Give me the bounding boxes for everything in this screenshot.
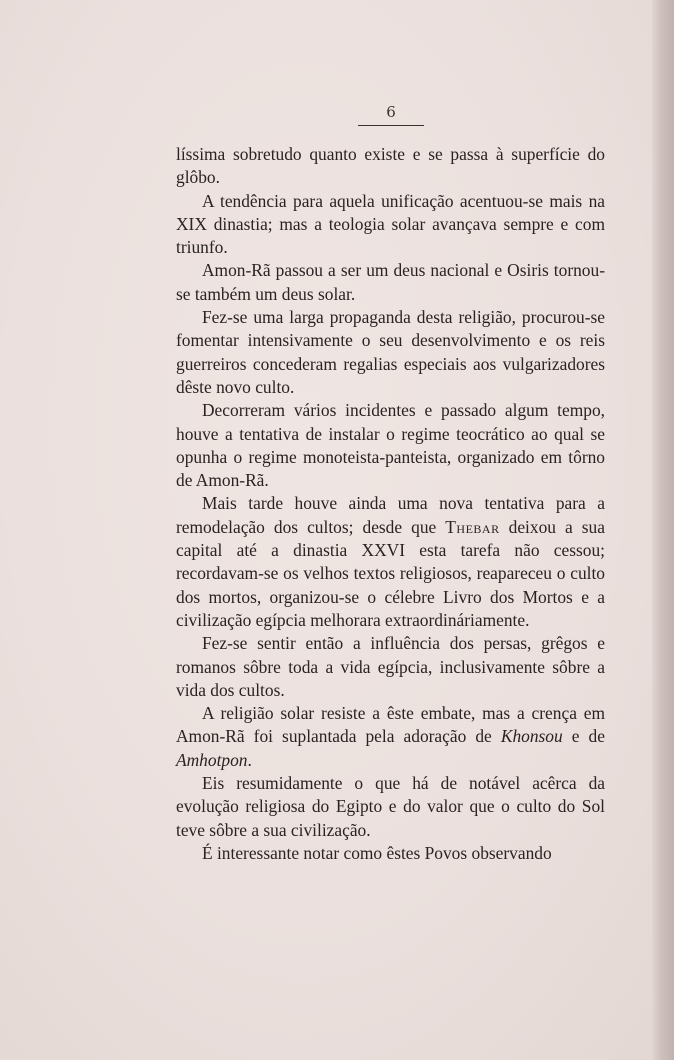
paragraph: Eis resumidamente o que há de notável acêrca da evolução religiosa do Egipto e do valor que o culto do Sol teve sôbre a sua civilização. — [176, 773, 605, 840]
paragraph: Decorreram vários incidentes e passado algum tempo, houve a tentativa de instalar o regime teocrático ao qual se opunha o regime monoteista-panteista, organizado em tôrno de Amon-Rã. — [176, 400, 605, 491]
paragraph: líssima sobretudo quanto existe e se passa à superfície do glôbo. — [176, 144, 605, 188]
paragraph: É interessante notar como êstes Povos observando — [202, 842, 552, 863]
paragraph — [176, 492, 605, 632]
paragraph: Fez-se uma larga propaganda desta religião, procurou-se fomentar intensivamente o seu desenvolvimento e os reis guerreiros concederam regalias especiais aos vulgarizadores dêste novo culto. — [176, 307, 605, 397]
paragraph-text: A religião solar resiste a êste embate, mas a crença em Amon-Rã foi suplantada pela adoração de — [176, 703, 605, 747]
paragraph-text: deixou a sua capital até a dinastia XXVI esta tarefa não cessou; recordavam-se os velhos textos religiosos, reapareceu o culto dos mortos, organizou-se o célebre Livro dos Mortos e a civilização egípcia melhorara extraordináriamente. — [176, 516, 605, 630]
italic-name: Khonsou — [500, 726, 563, 747]
body-text — [176, 143, 605, 865]
paragraph: Amon-Rã passou a ser um deus nacional e Osiris tornou-se também um deus solar. — [176, 260, 605, 304]
paragraph — [176, 702, 605, 772]
paragraph-text: Mais tarde houve ainda uma nova tentativa para a remodelação dos cultos; desde que — [176, 493, 605, 537]
place-name-smallcaps: Thebar — [445, 516, 500, 537]
paragraph-text: e de — [571, 726, 605, 747]
page-number: 6 — [358, 103, 424, 126]
paragraph: Fez-se sentir então a influência dos persas, grêgos e romanos sôbre toda a vida egípcia, inclusivamente sôbre a vida dos cultos. — [176, 633, 605, 700]
italic-name: Amhotpon — [176, 749, 248, 770]
paragraph-text: . — [247, 749, 252, 770]
paragraph: A tendência para aquela unificação acentuou-se mais na XIX dinastia; mas a teologia solar avançava sempre e com triunfo. — [176, 190, 605, 258]
page-edge — [652, 0, 674, 1060]
